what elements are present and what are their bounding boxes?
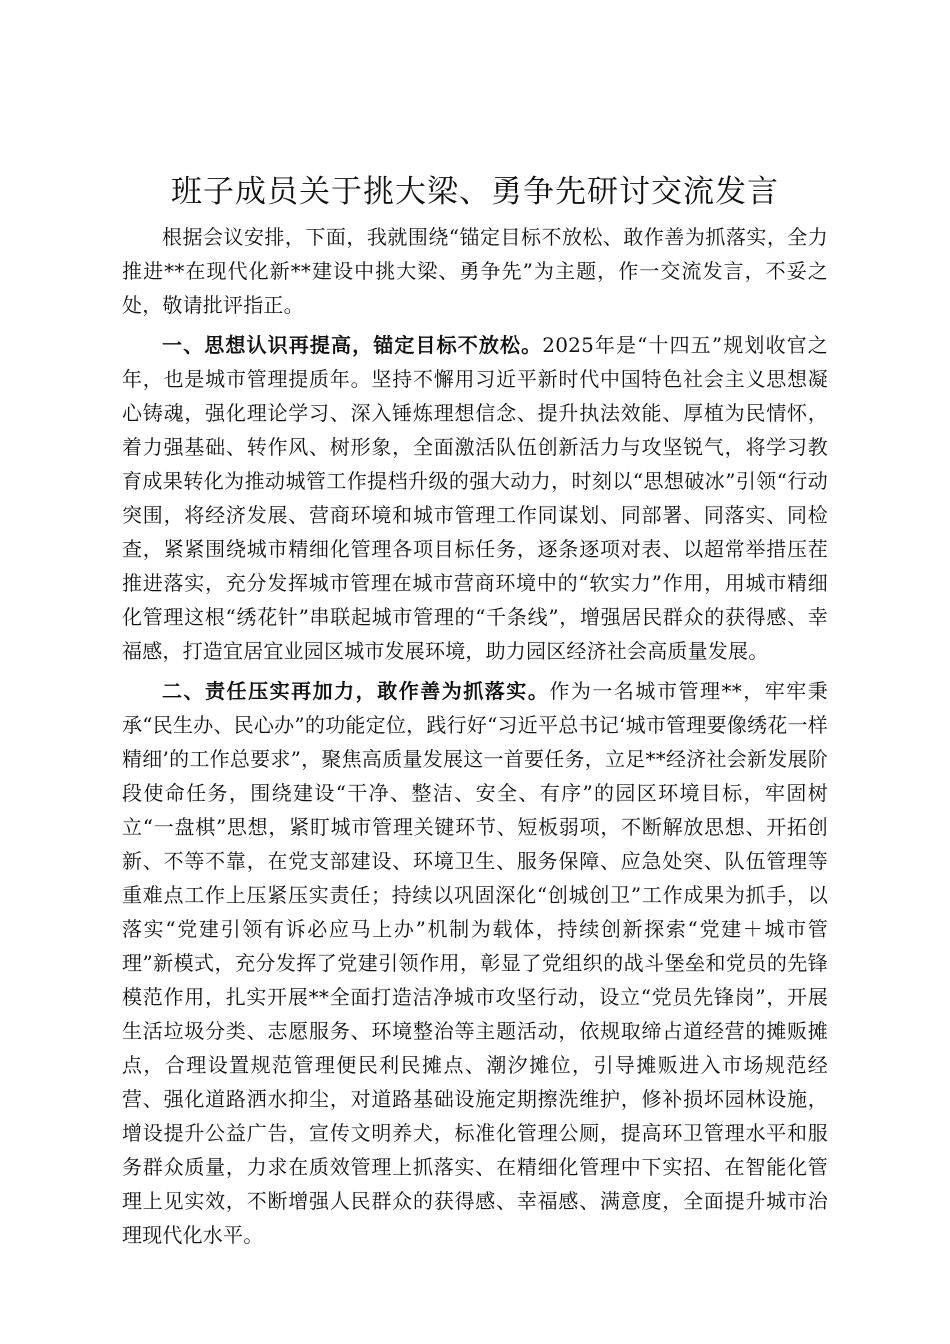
section-2-paragraph [122,674,828,1252]
section-1-heading: 一、思想认识再提高，锚定目标不放松。 [162,333,543,357]
document-title: 班子成员关于挑大梁、勇争先研讨交流发言 [171,174,779,210]
intro-paragraph: 根据会议安排，下面，我就围绕“锚定目标不放松、敢作善为抓落实，全力推进**在现代化新**建设中挑大梁、勇争先”为主题，作一交流发言，不妥之处，敬请批评指正。 [122,225,828,317]
section-2-body: 作为一名城市管理**，牢牢秉承“民生办、民心办”的功能定位，践行好“习近平总书记‘城市管理要像绣花一样精细’的工作总要求”，聚焦高质量发展这一首要任务，立足**经济社会新发展阶段使命任务，围绕建设“干净、整洁、安全、有序”的园区环境目标，牢固树立“一盘棋”思想，紧盯城市管理关键环节、短板弱项，不断解放思想、开拓创新、不等不靠，在党支部建设、环境卫生、服务保障、应急处突、队伍管理等重难点工作上压紧压实责任；持续以巩固深化“创城创卫”工作成果为抓手，以落实“党建引领有诉必应马上办”机制为载体，持续创新探索“党建＋城市管理”新模式，充分发挥了党建引领作用，彰显了党组织的战斗堡垒和党员的先锋模范作用，扎实开展**全面打造洁净城市攻坚行动，设立“党员先锋岗”，开展生活垃圾分类、志愿服务、环境整治等主题活动，依规取缔占道经营的摊贩摊点，合理设置规范管理便民利民摊点、潮汐摊位，引导摊贩进入市场规范经营、强化道路洒水抑尘，对道路基础设施定期擦洗维护，修补损坏园林设施，增设提升公益广告，宣传文明养犬，标准化管理公厕，提高环卫管理水平和服务群众质量，力求在质效管理上抓落实、在精细化管理中下实招、在智能化管理上见实效，不断增强人民群众的获得感、幸福感、满意度，全面提升城市治理现代化水平。 [122,679,828,1247]
section-2-heading: 二、责任压实再加力，敢作善为抓落实。 [162,679,550,703]
section-1-body: 2025年是“十四五”规划收官之年，也是城市管理提质年。坚持不懈用习近平新时代中国特色社会主义思想凝心铸魂，强化理论学习、深入锤炼理想信念、提升执法效能、厚植为民情怀，着力强基础、转作风、树形象，全面激活队伍创新活力与攻坚锐气，将学习教育成果转化为推动城管工作提档升级的强大动力，时刻以“思想破冰”引领“行动突围，将经济发展、营商环境和城市管理工作同谋划、同部署、同落实、同检查，紧紧围绕城市精细化管理各项目标任务，逐条逐项对表、以超常举措压茬推进落实，充分发挥城市管理在城市营商环境中的“软实力”作用，用城市精细化管理这根“绣花针”串联起城市管理的“千条线”，增强居民群众的获得感、幸福感，打造宜居宜业园区城市发展环境，助力园区经济社会高质量发展。 [122,333,828,663]
section-1-paragraph [122,328,828,668]
